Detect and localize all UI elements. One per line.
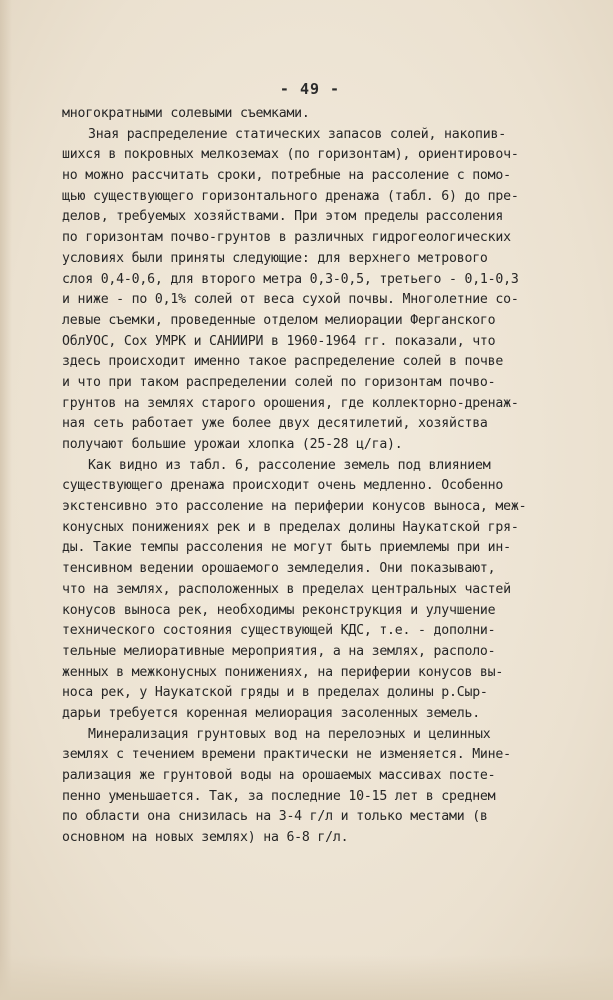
page-bottom-shade [0, 955, 613, 1000]
text-line: Как видно из табл. 6, рассоление земель под влиянием [88, 457, 491, 473]
text-line: но можно рассчитать сроки, потребные на рассоление с помо- [62, 168, 511, 184]
text-line: конусных понижениях рек и в пределах долины Наукатской гря- [62, 519, 519, 535]
text-line: делов, требуемых хозяйствами. При этом пределы рассоления [62, 209, 504, 225]
page-number: - 49 - [279, 80, 341, 98]
text-line: пенно уменьшается. Так, за последние 10-15 лет в среднем [62, 788, 496, 804]
text-line: здесь происходит именно такое распределение солей в почве [62, 354, 504, 370]
text-line: существующего дренажа происходит очень медленно. Особенно [62, 478, 504, 494]
text-line: рализация же грунтовой воды на орошаемых массивах посте- [62, 768, 496, 783]
text-line: получают большие урожаи хлопка (25-28 ц/га). [62, 437, 403, 452]
text-line: Минерализация грунтовых вод на перелоэных и целинных [88, 726, 491, 742]
text-line: по области она снизилась на 3-4 г/л и только местами (в [62, 809, 488, 825]
text-line: технического состояния существующей КДС, т.е. - дополни- [62, 623, 496, 639]
text-line: грунтов на землях старого орошения, где коллекторно-дренаж- [62, 395, 519, 411]
page-left-edge-shadow [0, 0, 12, 1000]
text-line: тенсивном ведении орошаемого земледелия. Они показывают, [62, 561, 496, 577]
text-line: по горизонтам почво-грунтов в различных гидрогеологических [62, 230, 511, 246]
text-line: конусов выноса рек, необходимы реконструкция и улучшение [62, 602, 496, 618]
text-line: левые съемки, проведенные отделом мелиорации Ферганского [62, 312, 496, 328]
text-line: основном на новых землях) на 6-8 г/л. [62, 830, 349, 846]
text-line: щью существующего горизонтального дренажа (табл. 6) до пре- [62, 188, 519, 204]
text-line: Зная распределение статических запасов солей, накопив- [88, 126, 506, 142]
body-text [62, 104, 582, 849]
text-line: землях с течением времени практически не изменяется. Мине- [62, 747, 511, 763]
text-line: и ниже - по 0,1% солей от веса сухой почвы. Многолетние со- [62, 292, 519, 308]
text-line: дарьи требуется коренная мелиорация засоленных земель. [62, 705, 480, 721]
text-line: тельные мелиоративные мероприятия, а на землях, располо- [62, 643, 496, 659]
text-line: и что при таком распределении солей по горизонтам почво- [62, 374, 496, 390]
text-line: ная сеть работает уже более двух десятилетий, хозяйства [62, 416, 488, 432]
text-line: слоя 0,4-0,6, для второго метра 0,3-0,5, третьего - 0,1-0,3 [62, 271, 519, 287]
text-line: экстенсивно это рассоление на периферии конусов выноса, меж- [62, 499, 527, 515]
text-line: условиях были приняты следующие: для верхнего метрового [62, 250, 488, 266]
text-line: носа рек, у Наукатской гряды и в пределах долины р.Сыр- [62, 685, 488, 701]
text-line: многократными солевыми съемками. [62, 106, 310, 121]
text-line: женных в межконусных понижениях, на периферии конусов вы- [62, 664, 504, 680]
text-line: что на землях, расположенных в пределах центральных частей [62, 581, 511, 597]
text-line: шихся в покровных мелкоземах (по горизонтам), ориентировоч- [62, 147, 519, 163]
text-line: ОблУОС, Сох УМРК и САНИИРИ в 1960-1964 гг. показали, что [62, 333, 496, 349]
text-line: ды. Такие темпы рассоления не могут быть приемлемы при ин- [62, 540, 511, 556]
